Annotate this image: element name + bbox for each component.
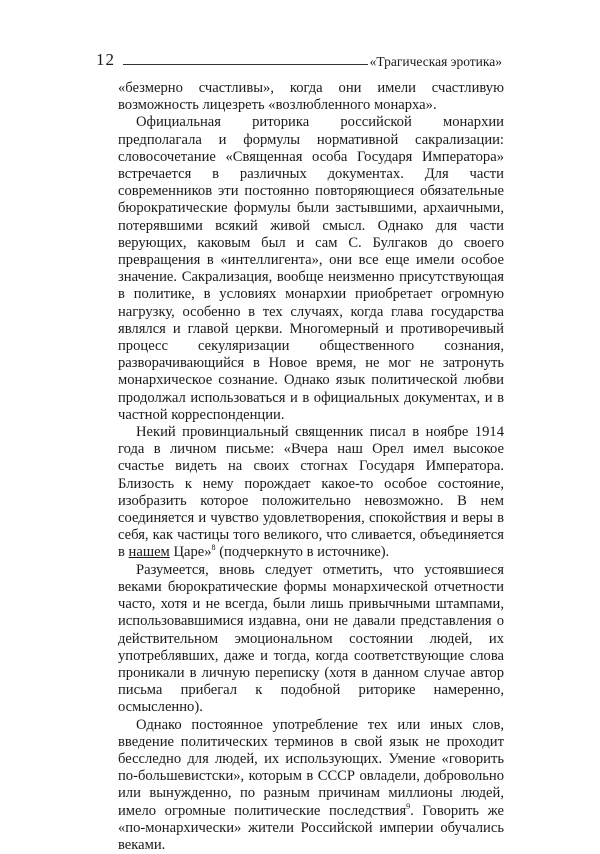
paragraph-text: . Говорить же «по-монархически» жители Российской империи обучались веками.: [118, 802, 504, 853]
paragraph: [118, 717, 504, 854]
running-header: [96, 44, 502, 68]
header-rule: [123, 64, 368, 65]
footnote-marker[interactable]: 8: [211, 543, 216, 553]
footnote-marker[interactable]: 9: [406, 801, 411, 811]
running-title: «Трагическая эротика»: [369, 53, 502, 69]
paragraph-text: Некий провинциальный священник писал в ноябре 1914 года в личном письме: «Вчера наш Орел имел высокое счастье видеть на своих стогнах Государя Императора. Близость к нему порождает какое-то особое состояние, изобразить которое положительно невозможно. В нем соединяется и чувство удовлетворения, спокойствия и веры в себя, как частицы того великого, что сливается, объединяется в: [118, 424, 504, 561]
page-number: 12: [96, 50, 115, 69]
paragraph: [118, 424, 504, 562]
paragraph-text: (подчеркнуто в источнике).: [215, 544, 390, 561]
paragraph: Разумеется, вновь следует отметить, что устоявшиеся веками бюрократические формы монархической отчетности часто, хотя и не всегда, были лишь привычными штампами, использовавшимися издавна, они не давали представления о действительном эмоциональном состоянии людей, их употреблявших, даже и тогда, когда соответствующие слова проникали в личную переписку (хотя в данном случае автор письма прибегал к подобной риторике намеренно, осмысленно).: [118, 561, 504, 716]
paragraph-continuation: «безмерно счастливы», когда они имели счастливую возможность лицезреть «возлюбленного монарха».: [118, 80, 504, 114]
body-text: [118, 80, 504, 854]
paragraph-text: Однако постоянное употребление тех или иных слов, введение политических терминов в свой язык не проходит бесследно для людей, их использующих. Умение «говорить по-большевистски», которым в СССР овладели, добровольно или вынужденно, по разным причинам миллионы людей, имело огромные политические последствия: [118, 716, 504, 819]
underlined-word: нашем: [128, 544, 170, 561]
paragraph: Официальная риторика российской монархии предполагала и формулы нормативной сакрализации: словосочетание «Священная особа Государя Императора» встречается в различных документах. Для части современников эти постоянно повторяющиеся обязательные бюрократические формулы были застывшими, архаичными, потерявшими всякий живой смысл. Однако для части верующих, каковым был и сам С. Булгаков до своего превращения в «интеллигента», они все еще имели особое значение. Сакрализация, вообще неизменно присутствующая в политике, в условиях монархии приобретает огромную нагрузку, особенно в тех случаях, когда глава государства являлся и главой церкви. Многомерный и противоречивый процесс секуляризации общественного сознания, разворачивающийся в Новое время, не мог не затронуть монархическое сознание. Однако язык политической любви продолжал использоваться и в официальных документах, и в частной корреспонденции.: [118, 114, 504, 423]
paragraph-text: Царе»: [169, 544, 212, 561]
